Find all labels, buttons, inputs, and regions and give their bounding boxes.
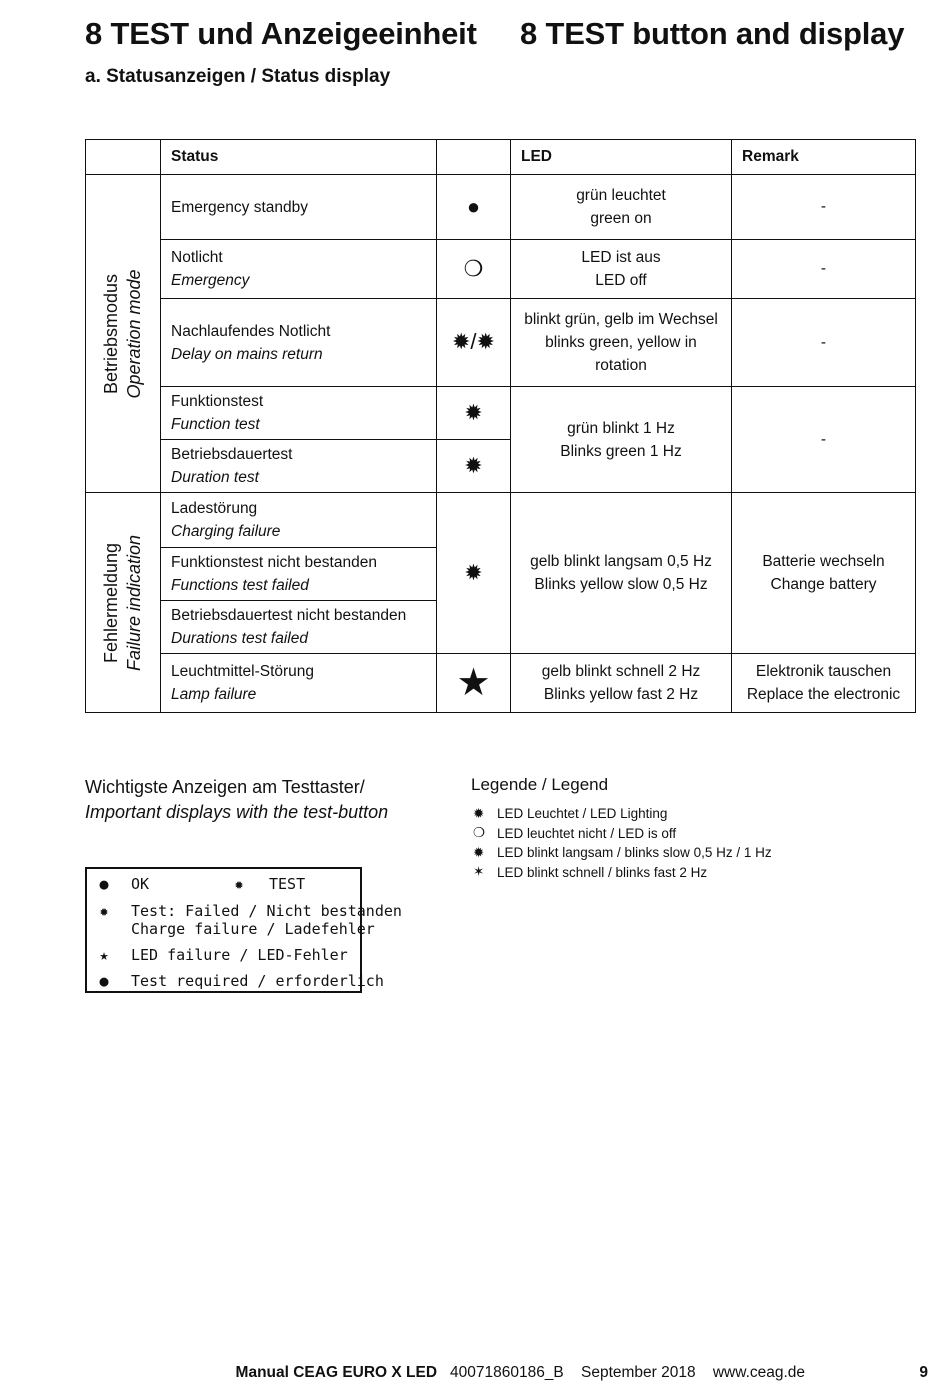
header-led: LED <box>511 140 732 175</box>
important-title-en: Important displays with the test-button <box>85 802 389 822</box>
remark-de: - <box>820 260 827 277</box>
status-de: Funktionstest <box>171 393 264 410</box>
table-row <box>86 299 916 387</box>
status-de: Notlicht <box>171 249 223 266</box>
header-remark: Remark <box>732 140 916 175</box>
blink-icon: ✹ <box>464 399 483 425</box>
title-en: 8 TEST button and display <box>520 16 905 51</box>
remark-cell <box>732 175 916 240</box>
important-title-de: Wichtigste Anzeigen am Testtaster/ <box>85 777 365 797</box>
footer-manual: Manual CEAG EURO X LED <box>235 1364 438 1381</box>
status-en: Lamp failure <box>171 686 257 703</box>
led-de: gelb blinkt langsam 0,5 Hz <box>530 553 712 570</box>
star-icon: ★ <box>456 662 491 704</box>
led-cell <box>511 175 732 240</box>
status-en: Duration test <box>171 469 259 486</box>
status-cell <box>161 387 437 440</box>
hollow-circle-icon: ❍ <box>463 255 484 281</box>
group-operation-mode <box>86 175 161 493</box>
remark-en: Change battery <box>770 576 877 593</box>
status-cell <box>161 175 437 240</box>
status-en: Delay on mains return <box>171 345 323 363</box>
table-header-row <box>86 140 916 175</box>
header-symbol <box>437 140 511 175</box>
legend-text: LED leuchtet nicht / LED is off <box>497 825 677 841</box>
star-icon: ★ <box>99 946 109 964</box>
group-label-en: Failure indication <box>124 534 144 671</box>
important-displays-title <box>85 775 405 825</box>
led-symbol-cell <box>437 387 511 440</box>
status-en: Charging failure <box>171 523 281 540</box>
blink-icon: ✹ <box>473 844 485 860</box>
status-en: Function test <box>171 416 260 433</box>
status-de: Betriebsdauertest <box>171 446 293 463</box>
legend-title: Legende / Legend <box>471 775 609 794</box>
blink-icon: ✹ <box>464 559 483 585</box>
status-de: Funktionstest nicht bestanden <box>171 554 377 571</box>
led-de: grün leuchtet <box>576 187 666 204</box>
remark-de: - <box>820 430 827 448</box>
group-failure-indication <box>86 493 161 713</box>
led-en: blinks green, yellow in <box>545 334 697 351</box>
legend <box>471 804 772 882</box>
remark-de: - <box>820 198 827 215</box>
group-label-de: Fehlermeldung <box>101 542 121 663</box>
led-symbol-cell <box>437 654 511 713</box>
blink-icon: ✹ <box>234 875 244 893</box>
legend-item <box>471 804 772 824</box>
remark-cell-merged <box>732 387 916 493</box>
remark-cell-merged <box>732 493 916 654</box>
remark-cell <box>732 240 916 299</box>
star-icon: ✶ <box>473 864 485 880</box>
box-text: Charge failure / Ladefehler <box>131 920 375 938</box>
table-row <box>86 175 916 240</box>
led-de: LED ist aus <box>581 249 661 266</box>
table-row <box>86 387 916 440</box>
title-de: 8 TEST und Anzeigeeinheit <box>85 16 477 51</box>
led-cell <box>511 654 732 713</box>
remark-cell <box>732 299 916 387</box>
legend-text: LED blinkt langsam / blinks slow 0,5 Hz / 1 Hz <box>497 845 772 861</box>
status-cell <box>161 654 437 713</box>
led-de: gelb blinkt schnell 2 Hz <box>541 663 701 680</box>
led-symbol-cell <box>437 440 511 493</box>
box-text: LED failure / LED-Fehler <box>131 946 348 964</box>
status-cell <box>161 240 437 299</box>
led-en: Blinks yellow fast 2 Hz <box>543 686 699 703</box>
status-en: Functions test failed <box>171 577 309 594</box>
led-en: Blinks yellow slow 0,5 Hz <box>534 576 708 593</box>
alternating-blink-icon: ✹/✹ <box>452 329 495 354</box>
page-footer <box>0 1364 928 1382</box>
remark-de: Elektronik tauschen <box>755 663 892 680</box>
status-cell <box>161 548 437 601</box>
box-text: Test required / erforderlich <box>131 972 384 990</box>
blink-icon: ✹ <box>464 452 483 478</box>
led-de: grün blinkt 1 Hz <box>567 419 675 437</box>
remark-cell <box>732 654 916 713</box>
hollow-circle-icon: ❍ <box>473 825 486 841</box>
remark-de: Batterie wechseln <box>762 553 885 570</box>
status-en: Durations test failed <box>171 630 308 647</box>
legend-text: LED Leuchtet / LED Lighting <box>497 806 668 822</box>
led-cell <box>511 299 732 387</box>
group-label-de: Betriebsmodus <box>101 273 121 394</box>
status-de: Nachlaufendes Notlicht <box>171 322 331 340</box>
led-symbol-cell <box>437 240 511 299</box>
led-de: blinkt grün, gelb im Wechsel <box>524 311 718 328</box>
led-symbol-cell <box>437 299 511 387</box>
led-cell-merged <box>511 387 732 493</box>
group-label-en: Operation mode <box>124 268 144 399</box>
legend-text: LED blinkt schnell / blinks fast 2 Hz <box>497 864 708 880</box>
footer-date: September 2018 <box>581 1364 696 1381</box>
led-en: LED off <box>595 272 647 289</box>
header-status: Status <box>161 140 437 175</box>
solid-circle-icon: ● <box>466 193 481 219</box>
legend-item <box>471 863 772 883</box>
table-row <box>86 240 916 299</box>
remark-en: Replace the electronic <box>746 686 901 703</box>
led-en: green on <box>590 210 652 227</box>
legend-item <box>471 824 772 844</box>
status-de: Ladestörung <box>171 500 258 517</box>
status-cell <box>161 493 437 548</box>
blink-icon: ✹ <box>473 805 485 821</box>
status-de: Betriebsdauertest nicht bestanden <box>171 607 407 624</box>
led-symbol-cell <box>437 175 511 240</box>
footer-doc-number: 40071860186_B <box>449 1364 564 1381</box>
status-table <box>85 139 916 713</box>
remark-de: - <box>820 333 827 351</box>
status-en: Emergency <box>171 272 250 289</box>
box-text: TEST <box>269 875 306 893</box>
solid-circle-icon: ● <box>99 972 109 990</box>
led-en-cont: rotation <box>595 357 647 374</box>
box-text: OK <box>131 875 150 893</box>
led-cell-merged <box>511 493 732 654</box>
status-de: Leuchtmittel-Störung <box>171 663 315 680</box>
led-en: Blinks green 1 Hz <box>560 442 682 460</box>
status-cell <box>161 601 437 654</box>
header-empty <box>86 140 161 175</box>
solid-circle-icon: ● <box>99 875 109 893</box>
test-button-display-box <box>85 867 402 993</box>
subtitle: a. Statusanzeigen / Status display <box>85 66 391 87</box>
status-cell <box>161 299 437 387</box>
legend-item <box>471 843 772 863</box>
box-text: Test: Failed / Nicht bestanden <box>131 902 402 920</box>
table-row <box>86 493 916 548</box>
status-cell <box>161 440 437 493</box>
blink-icon: ✹ <box>99 902 109 920</box>
footer-url: www.ceag.de <box>712 1364 806 1381</box>
led-cell <box>511 240 732 299</box>
page-number: 9 <box>919 1364 928 1381</box>
table-row <box>86 654 916 713</box>
led-symbol-cell-merged <box>437 493 511 654</box>
status-de: Emergency standby <box>171 198 308 216</box>
